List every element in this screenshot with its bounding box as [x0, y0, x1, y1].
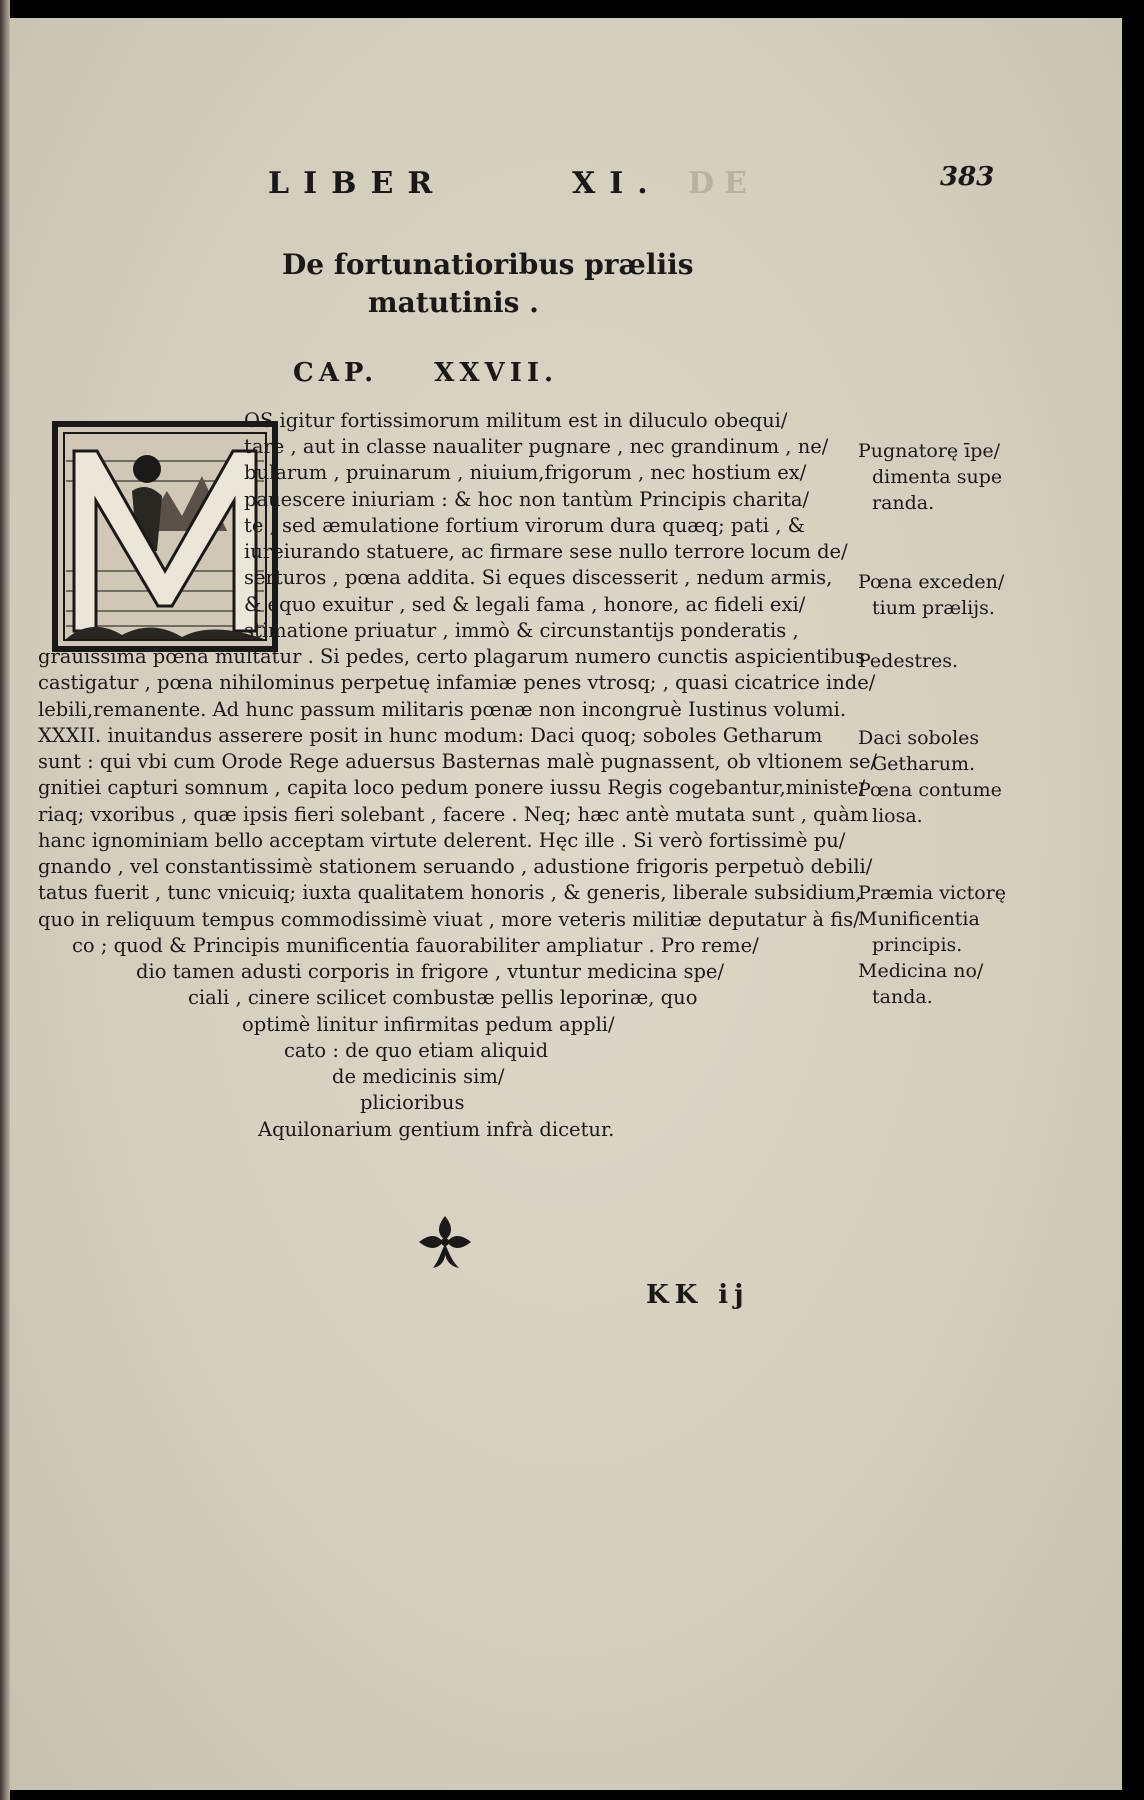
body-line: OS igitur fortissimorum militum est in diluculo obequi/ — [244, 409, 788, 432]
body-line: castigatur , pœna nihilominus perpetuę infamiæ penes vtrosq; , quasi cicatrice inde/ — [38, 671, 876, 694]
body-line: gnitiei capturi somnum , capita loco pedum ponere iussu Regis cogebantur,ministe/ — [38, 776, 866, 799]
body-line: lebili,remanente. Ad hunc passum militaris pœnæ non incongruè Iustinus volumi. — [38, 698, 847, 721]
margin-note: Pœna contume — [858, 779, 1002, 801]
body-line: XXXII. inuitandus asserere posit in hunc modum: Daci quoq; soboles Getharum — [38, 724, 823, 747]
title-line-2: matutinis . — [368, 286, 539, 319]
margin-note: Præmia victorę — [858, 882, 1007, 904]
book-spine — [0, 0, 10, 1800]
body-line: riaq; vxoribus , quæ ipsis fieri solebant , facere . Neq; hæc antè mutata sunt , quàm — [38, 803, 869, 826]
body-line: pauescere iniuriam : & hoc non tantùm Principis charita/ — [244, 488, 810, 511]
body-line: tatus fuerit , tunc vnicuiq; iuxta qualitatem honoris , & generis, liberale subsidium, — [38, 881, 862, 904]
page-number: 383 — [940, 162, 995, 192]
margin-note: principis. — [872, 934, 963, 956]
body-line: grauissima pœna multatur . Si pedes, certo plagarum numero cunctis aspicientibus — [38, 645, 866, 668]
book-number: XI. — [572, 166, 662, 201]
margin-note: Pugnatorę īpe/ — [858, 440, 1001, 462]
margin-note: Medicina no/ — [858, 960, 984, 982]
body-line: co ; quod & Principis munificentia fauorabiliter ampliatur . Pro reme/ — [72, 934, 759, 957]
margin-note: randa. — [872, 492, 935, 514]
body-line: serturos , pœna addita. Si eques discesserit , nedum armis, — [244, 566, 833, 589]
body-line: de medicinis sim/ — [332, 1065, 505, 1088]
body-line: bularum , pruinarum , niuium,frigorum , nec hostium ex/ — [244, 461, 807, 484]
show-through-text: DE — [688, 166, 757, 201]
body-line: hanc ignominiam bello acceptam virtute delerent. Hęc ille . Si verò fortissimè pu/ — [38, 829, 846, 852]
body-line: tare , aut in classe naualiter pugnare , nec grandinum , ne/ — [244, 435, 829, 458]
margin-note: Pedestres. — [858, 650, 959, 672]
running-title: LIBER — [268, 166, 447, 201]
signature-mark: KK ij — [646, 1280, 750, 1310]
chapter-title — [282, 246, 694, 322]
body-line: quo in reliquum tempus commodissimè viuat , more veteris militiæ deputatur à fis/ — [38, 908, 860, 931]
chapter-label: CAP. — [293, 358, 379, 388]
body-line: & equo exuitur , sed & legali fama , honore, ac fideli exi/ — [244, 593, 806, 616]
body-line: optimè linitur infirmitas pedum appli/ — [242, 1013, 615, 1036]
chapter-heading — [293, 358, 558, 388]
margin-note: Pœna exceden/ — [858, 571, 1005, 593]
body-line: ciali , cinere scilicet combustæ pellis leporinæ, quo — [188, 986, 698, 1009]
body-line: te , sed æmulatione fortium virorum dura quæq; pati , & — [244, 514, 805, 537]
body-line: dio tamen adusti corporis in frigore , vtuntur medicina spe/ — [136, 960, 725, 983]
book-page — [10, 18, 1122, 1790]
margin-note: Daci soboles — [858, 727, 980, 749]
margin-note: tanda. — [872, 986, 933, 1008]
margin-note: Getharum. — [872, 753, 975, 775]
title-line-1: De fortunatioribus præliis — [282, 248, 694, 281]
body-line: plicioribus — [360, 1091, 465, 1114]
chapter-number: XXVII. — [434, 358, 559, 388]
body-line: stimatione priuatur , immò & circunstantijs ponderatis , — [244, 619, 799, 642]
body-line: gnando , vel constantissimè stationem seruando , adustione frigoris perpetuò debili/ — [38, 855, 873, 878]
body-line: Aquilonarium gentium infrà dicetur. — [258, 1118, 615, 1141]
margin-note: liosa. — [872, 805, 923, 827]
margin-note: Munificentia — [858, 908, 980, 930]
margin-note: dimenta supe — [872, 466, 1003, 488]
body-line: iureiurando statuere, ac firmare sese nullo terrore locum de/ — [244, 540, 848, 563]
margin-note: tium prælijs. — [872, 597, 995, 619]
body-line: cato : de quo etiam aliquid — [284, 1039, 549, 1062]
fleuron-ornament-icon — [415, 1212, 475, 1278]
body-line: sunt : qui vbi cum Orode Rege aduersus Basternas malè pugnassent, ob vltionem se/ — [38, 750, 878, 773]
